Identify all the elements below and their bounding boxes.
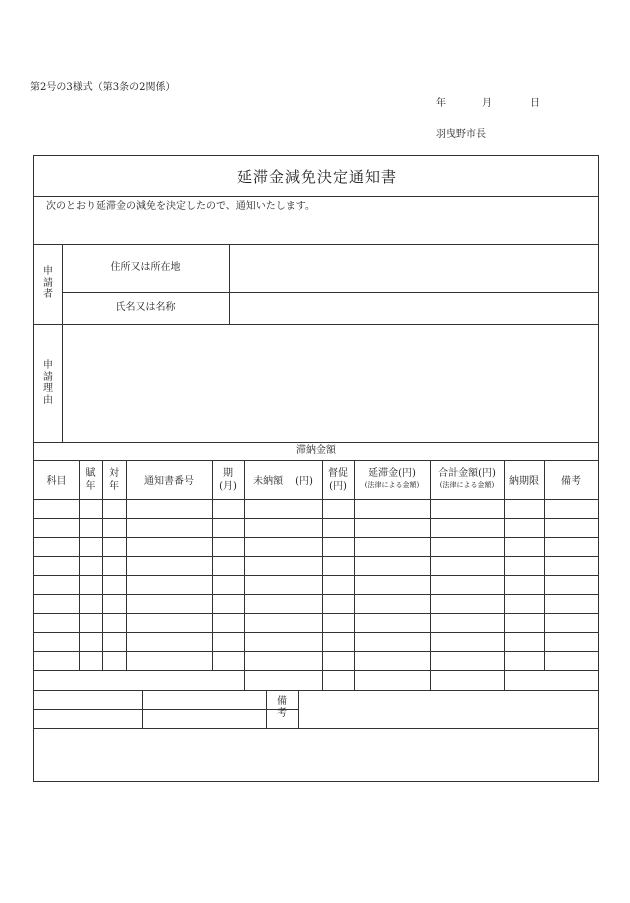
name-field[interactable] — [230, 293, 598, 324]
col-dunning: 督促 (円) — [328, 468, 348, 492]
arrears-label: 滞納金額 — [296, 445, 336, 456]
col-target-year: 対 年 — [109, 468, 119, 492]
notice-form — [33, 155, 599, 782]
col-subject: 科目 — [46, 476, 67, 487]
intro-text: 次のとおり延滞金の減免を決定したので、通知いたします。 — [46, 201, 315, 212]
date-month-label: 月 — [482, 98, 492, 109]
reason-field[interactable] — [63, 325, 598, 441]
col-levy-year: 賦 年 — [85, 468, 96, 492]
col-period: 期 (月) — [219, 468, 237, 492]
address-field[interactable] — [230, 245, 598, 292]
date-year-label: 年 — [436, 98, 446, 109]
applicant-label: 申請者 — [43, 266, 53, 300]
issuer-name: 羽曳野市長 — [436, 129, 486, 140]
reason-label: 申請理由 — [43, 360, 53, 406]
form-number: 第2号の3様式（第3条の2関係） — [30, 82, 176, 93]
name-label: 氏名又は名称 — [115, 302, 176, 313]
col-due-date: 納期限 — [509, 476, 539, 487]
date-day-label: 日 — [530, 98, 540, 109]
address-label: 住所又は所在地 — [110, 262, 181, 273]
col-unpaid: 未納額 (円) — [253, 476, 313, 487]
col-late-fee: 延滞金(円) (法律による金額) — [364, 468, 420, 489]
col-total: 合計金額(円) (法律による金額) — [438, 468, 496, 489]
bottom-remarks-label: 備考 — [277, 696, 287, 719]
col-remarks: 備考 — [561, 476, 581, 487]
form-title: 延滞金減免決定通知書 — [236, 168, 397, 186]
col-notice-no: 通知書番号 — [144, 476, 194, 487]
